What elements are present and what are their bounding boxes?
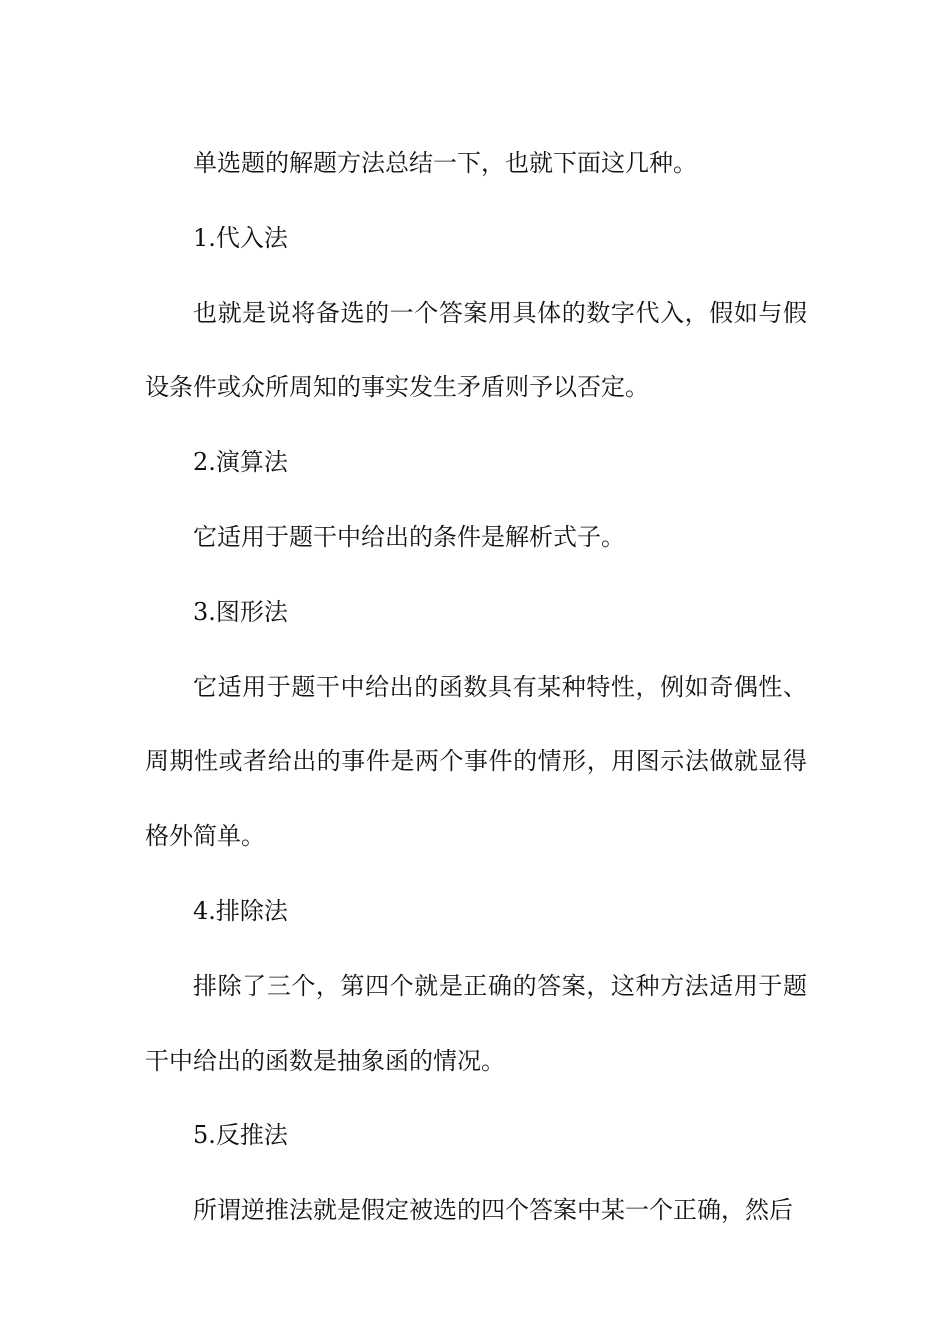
section-heading-elimination: 4.排除法 [193, 896, 288, 925]
section-heading-reverse: 5.反推法 [193, 1121, 288, 1150]
substitution-paragraph: 也就是说将备选的一个答案用具体的数字代入，假如与假设条件或众所周知的事实发生矛盾则予以否定。 [145, 298, 807, 402]
graphing-paragraph: 它适用于题干中给出的函数具有某种特性，例如奇偶性、周期性或者给出的事件是两个事件的情形，用图示法做就显得格外简单。 [145, 672, 807, 851]
section-heading-substitution: 1.代入法 [193, 223, 288, 252]
intro-paragraph: 单选题的解题方法总结一下，也就下面这几种。 [193, 149, 697, 177]
elimination-paragraph: 排除了三个，第四个就是正确的答案，这种方法适用于题干中给出的函数是抽象函的情况。 [145, 971, 807, 1075]
reverse-paragraph: 所谓逆推法就是假定被选的四个答案中某一个正确，然后 [193, 1196, 793, 1225]
section-heading-graphing: 3.图形法 [193, 597, 288, 626]
document-body [145, 126, 807, 1248]
section-heading-calculation: 2.演算法 [193, 448, 288, 477]
calculation-paragraph: 它适用于题干中给出的条件是解析式子。 [193, 522, 625, 551]
